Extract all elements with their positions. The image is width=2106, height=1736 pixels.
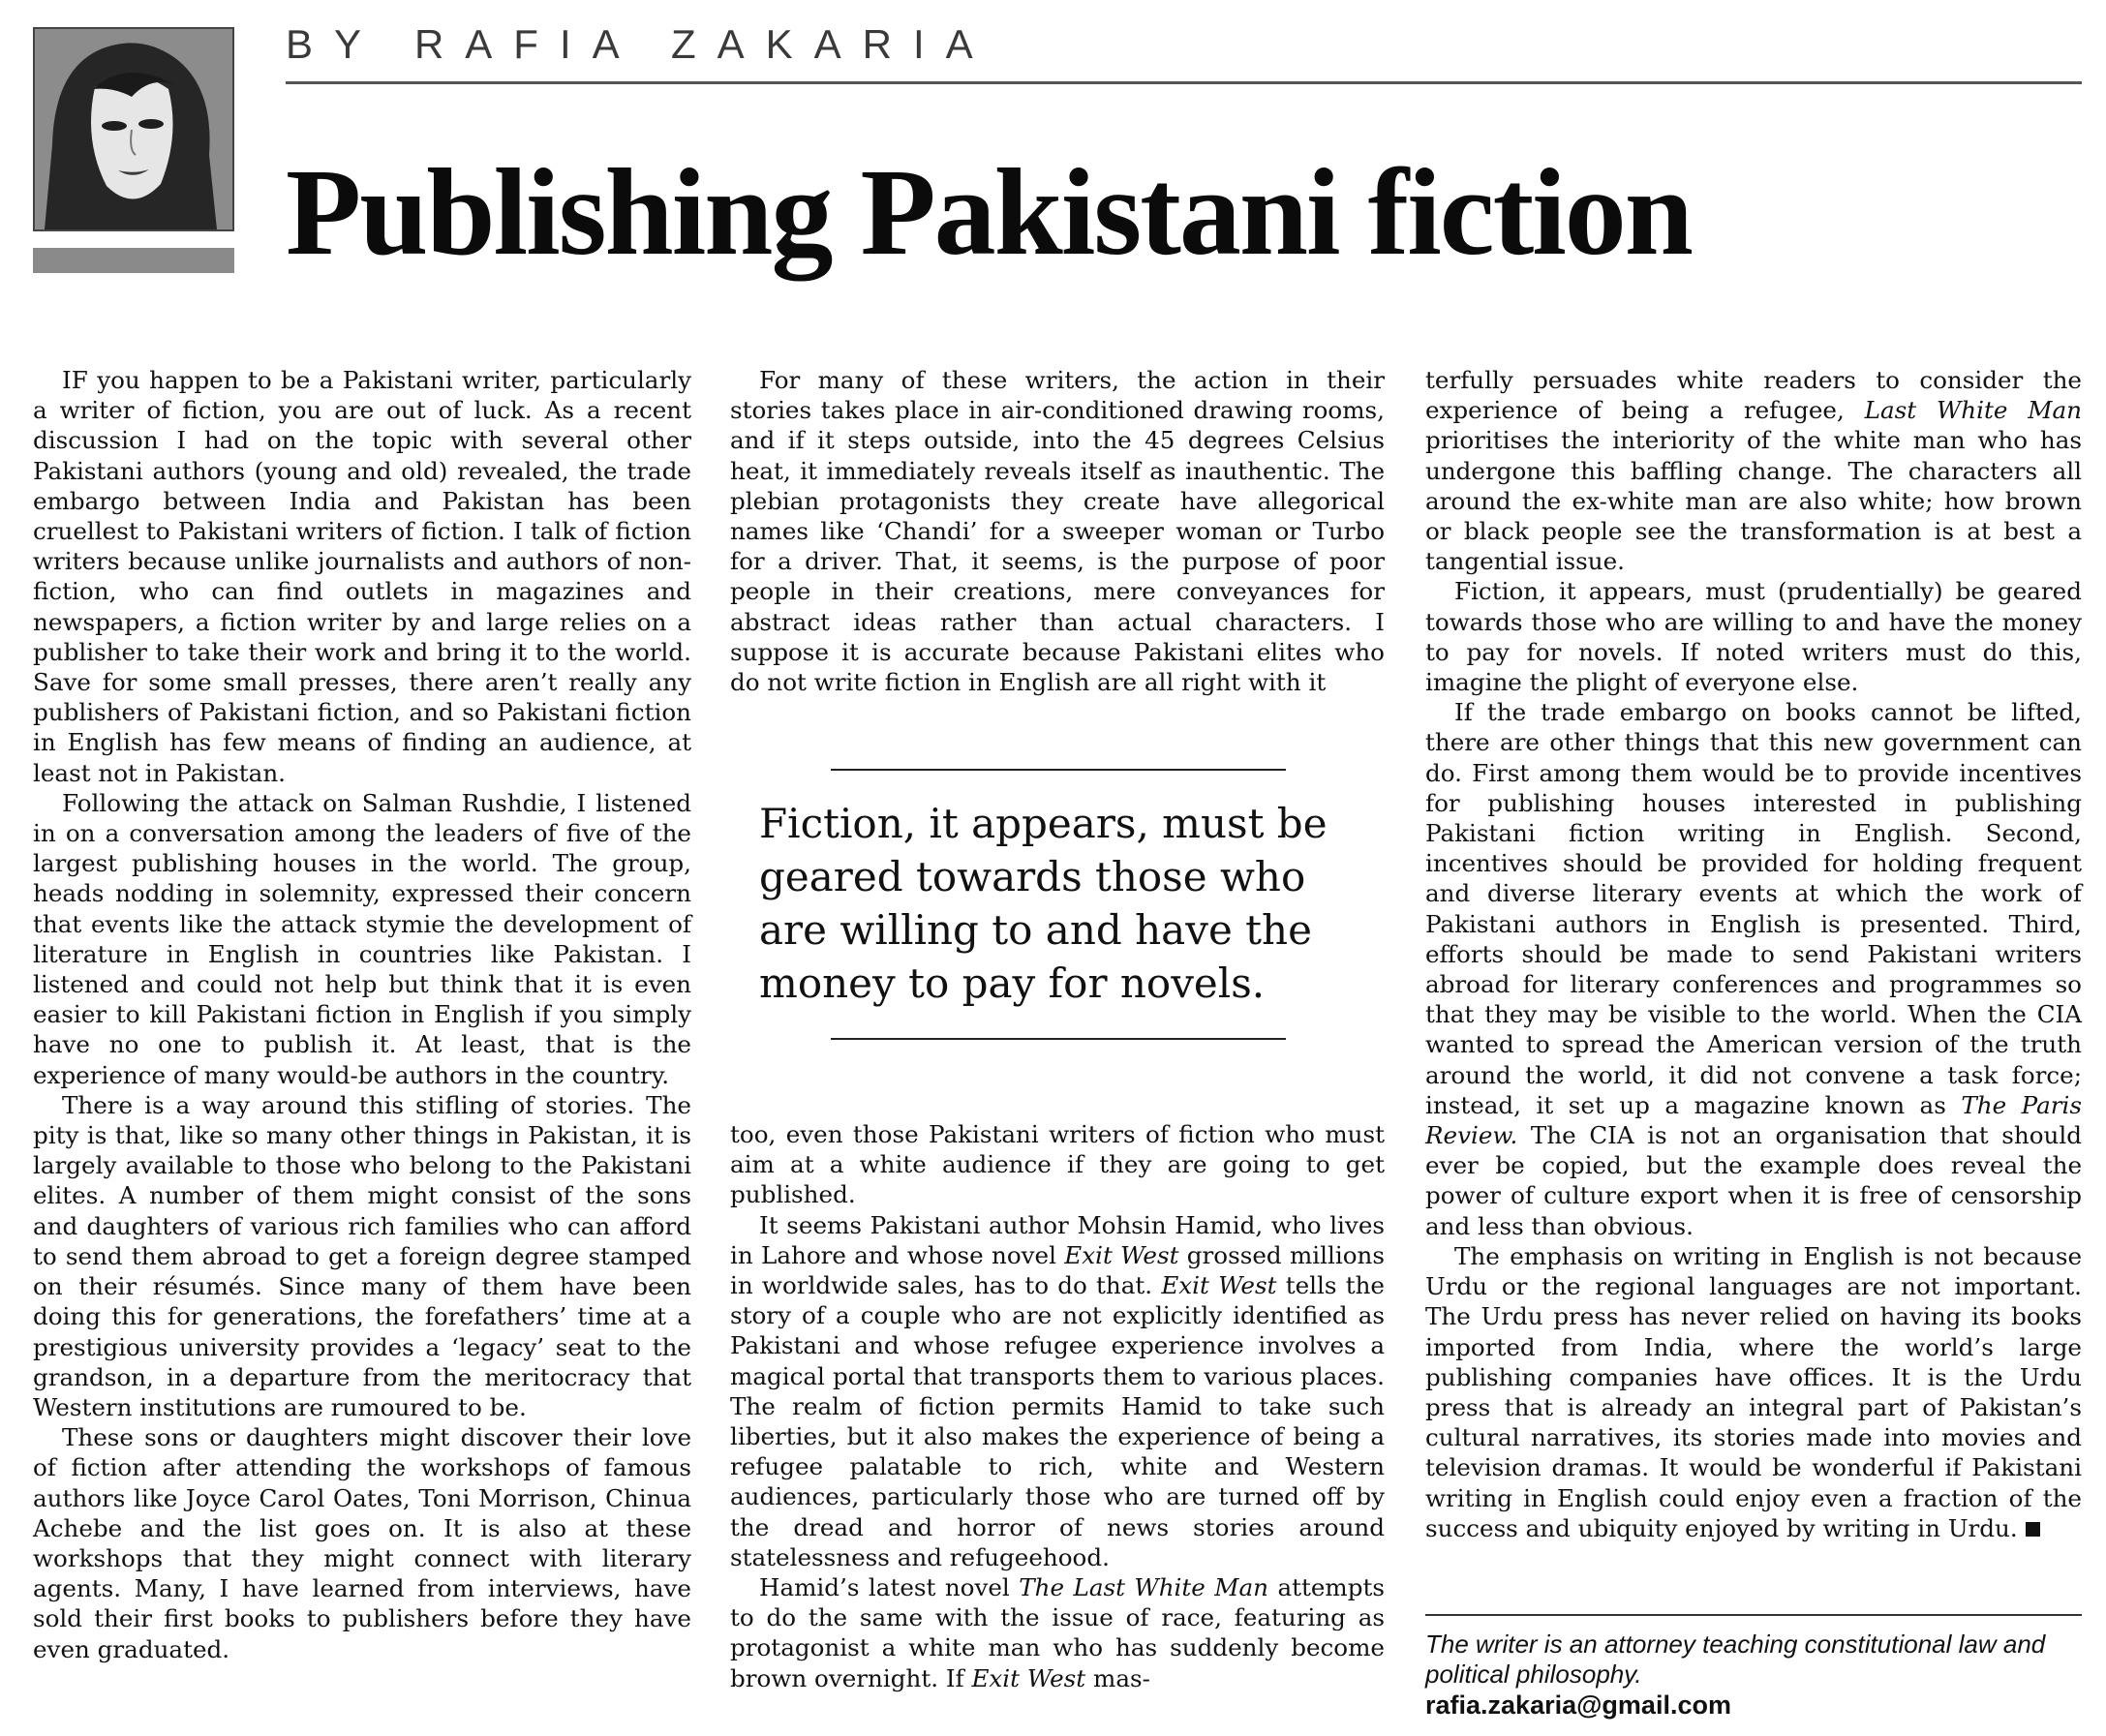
paragraph: Hamid’s latest novel The Last White Man attempts to do the same with the issue of race, featuring as protagonist a white man who has suddenly become brown overnight. If Exit West mas- bbox=[730, 1573, 1385, 1692]
paragraph: These sons or daughters might discover their love of fiction after attending the workshops of famous authors like Joyce Carol Oates, Toni Morrison, Chinua Achebe and the list goes on. It is also at these workshops that they might connect with literary agents. Many, I have learned from interviews, have sold their first books to publishers before they have even graduated. bbox=[33, 1423, 691, 1663]
paragraph: The emphasis on writing in English is not because Urdu or the regional languages are not important. The Urdu press has never relied on having its books imported from India, where the world’s large publishing companies have offices. It is the Urdu press that is already an integral part of Pakistan’s cultural narratives, its stories made into movies and television dramas. It would be wonderful if Pakistani writing in English could enjoy even a fraction of the success and ubiquity enjoyed by writing in Urdu. bbox=[1425, 1241, 2082, 1542]
header-rule bbox=[286, 81, 2082, 84]
paragraph: Fiction, it appears, must (prudentially) be geared towards those who are willing to and have the money to pay for novels. If noted writers must do this, imagine the plight of everyone else. bbox=[1425, 577, 2082, 697]
article-column-1 bbox=[33, 365, 691, 1664]
paragraph: It seems Pakistani author Mohsin Hamid, who lives in Lahore and whose novel Exit West grossed millions in worldwide sales, has to do that. Exit West tells the story of a couple who are not explicitly identified as Pakistani and whose refugee experience involves a magical portal that transports them to various places. The realm of fiction permits Hamid to take such liberties, but it also makes the experience of being a refugee palatable to rich, white and Western audiences, particularly those who are turned off by the dread and horror of news stories around statelessness and refugeehood. bbox=[730, 1210, 1385, 1571]
paragraph: If the trade embargo on books cannot be lifted, there are other things that this new government can do. First among them would be to provide incentives for publishing houses interested in publishing Pakistani fiction writing in English. Second, incentives should be provided for holding frequent and diverse literary events at which the work of Pakistani authors in English is presented. Third, efforts should be made to send Pakistani writers abroad for literary conferences and programmes so that they may be visible to the world. When the CIA wanted to spread the American version of the truth around the world, it did not convene a task force; instead, it set up a magazine known as The Paris Review. The CIA is not an organisation that should ever be copied, but the example does reveal the power of culture export when it is free of censorship and less than obvious. bbox=[1425, 698, 2082, 1240]
paragraph: There is a way around this stifling of stories. The pity is that, like so many other things in Pakistan, it is largely available to those who belong to the Pakistani elites. A number of them might consist of the sons and daughters of various rich families who can afford to send them abroad to get a foreign degree stamped on their résumés. Since many of them have been doing this for generations, the forefathers’ time at a prestigious university provides a ‘legacy’ seat to the grandson, in a departure from the meritocracy that Western institutions are rumoured to be. bbox=[33, 1090, 691, 1421]
headline: Publishing Pakistani fiction bbox=[286, 143, 1692, 281]
article-column-2-bottom bbox=[730, 1119, 1385, 1693]
magazine-title: The Paris Review. bbox=[1425, 1090, 2082, 1150]
author-bio: The writer is an attorney teaching constitutional law and political philosophy. bbox=[1425, 1629, 2046, 1689]
pullquote-rule-top bbox=[831, 769, 1286, 771]
article-column-2-top bbox=[730, 365, 1385, 697]
book-title: Exit West bbox=[971, 1663, 1086, 1692]
paragraph: too, even those Pakistani writers of fiction who must aim at a white audience if they are going to get published. bbox=[730, 1120, 1385, 1209]
end-mark-icon bbox=[2026, 1522, 2040, 1537]
photo-caption-bar bbox=[33, 248, 234, 273]
author-email[interactable]: rafia.zakaria@gmail.com bbox=[1425, 1690, 1731, 1720]
author-photo bbox=[33, 27, 234, 231]
book-title: The Last White Man bbox=[1019, 1573, 1268, 1602]
article-column-3 bbox=[1425, 365, 2082, 1543]
author-portrait-icon bbox=[35, 29, 232, 229]
paragraph: For many of these writers, the action in their stories takes place in air-conditioned drawing rooms, and if it steps outside, into the 45 degrees Celsius heat, it immediately reveals itself as inauthentic. The plebian protagonists they create have allegorical names like ‘Chandi’ for a sweeper woman or Turbo for a driver. That, it seems, is the purpose of poor people in their creations, mere conveyances for abstract ideas rather than actual characters. I suppose it is accurate because Pakistani elites who do not write fiction in English are all right with it bbox=[730, 366, 1385, 697]
book-title: Last White Man bbox=[1864, 396, 2082, 425]
book-title: Exit West bbox=[1064, 1240, 1179, 1269]
book-title: Exit West bbox=[1161, 1271, 1277, 1300]
pullquote: Fiction, it appears, must be geared towards those who are willing to and have the money to pay for novels. bbox=[759, 800, 1328, 1007]
byline: BY RAFIA ZAKARIA bbox=[286, 21, 994, 67]
bio-rule bbox=[1425, 1614, 2082, 1616]
pullquote-rule-bottom bbox=[831, 1038, 1286, 1040]
paragraph: terfully persuades white readers to consider the experience of being a refugee, Last White Man prioritises the interiority of the white man who has undergone this baffling change. The characters all around the ex-white man are also white; how brown or black people see the transformation is at best a tangential issue. bbox=[1425, 366, 2082, 576]
paragraph: IF you happen to be a Pakistani writer, particularly a writer of fiction, you are out of luck. As a recent discussion I had on the topic with several other Pakistani authors (young and old) revealed, the trade embargo between India and Pakistan has been cruellest to Pakistani writers of fiction. I talk of fiction writers because unlike journalists and authors of non-fiction, who can find outlets in magazines and newspapers, a fiction writer by and large relies on a publisher to take their work and bring it to the world. Save for some small presses, there aren’t really any publishers of Pakistani fiction, and so Pakistani fiction in English has few means of finding an audience, at least not in Pakistan. bbox=[33, 366, 691, 787]
paragraph: Following the attack on Salman Rushdie, I listened in on a conversation among the leaders of five of the largest publishing houses in the world. The group, heads nodding in solemnity, expressed their concern that events like the attack stymie the development of literature in English in countries like Pakistan. I listened and could not help but think that it is even easier to kill Pakistani fiction in English if you simply have no one to publish it. At least, that is the experience of many would-be authors in the country. bbox=[33, 788, 691, 1089]
